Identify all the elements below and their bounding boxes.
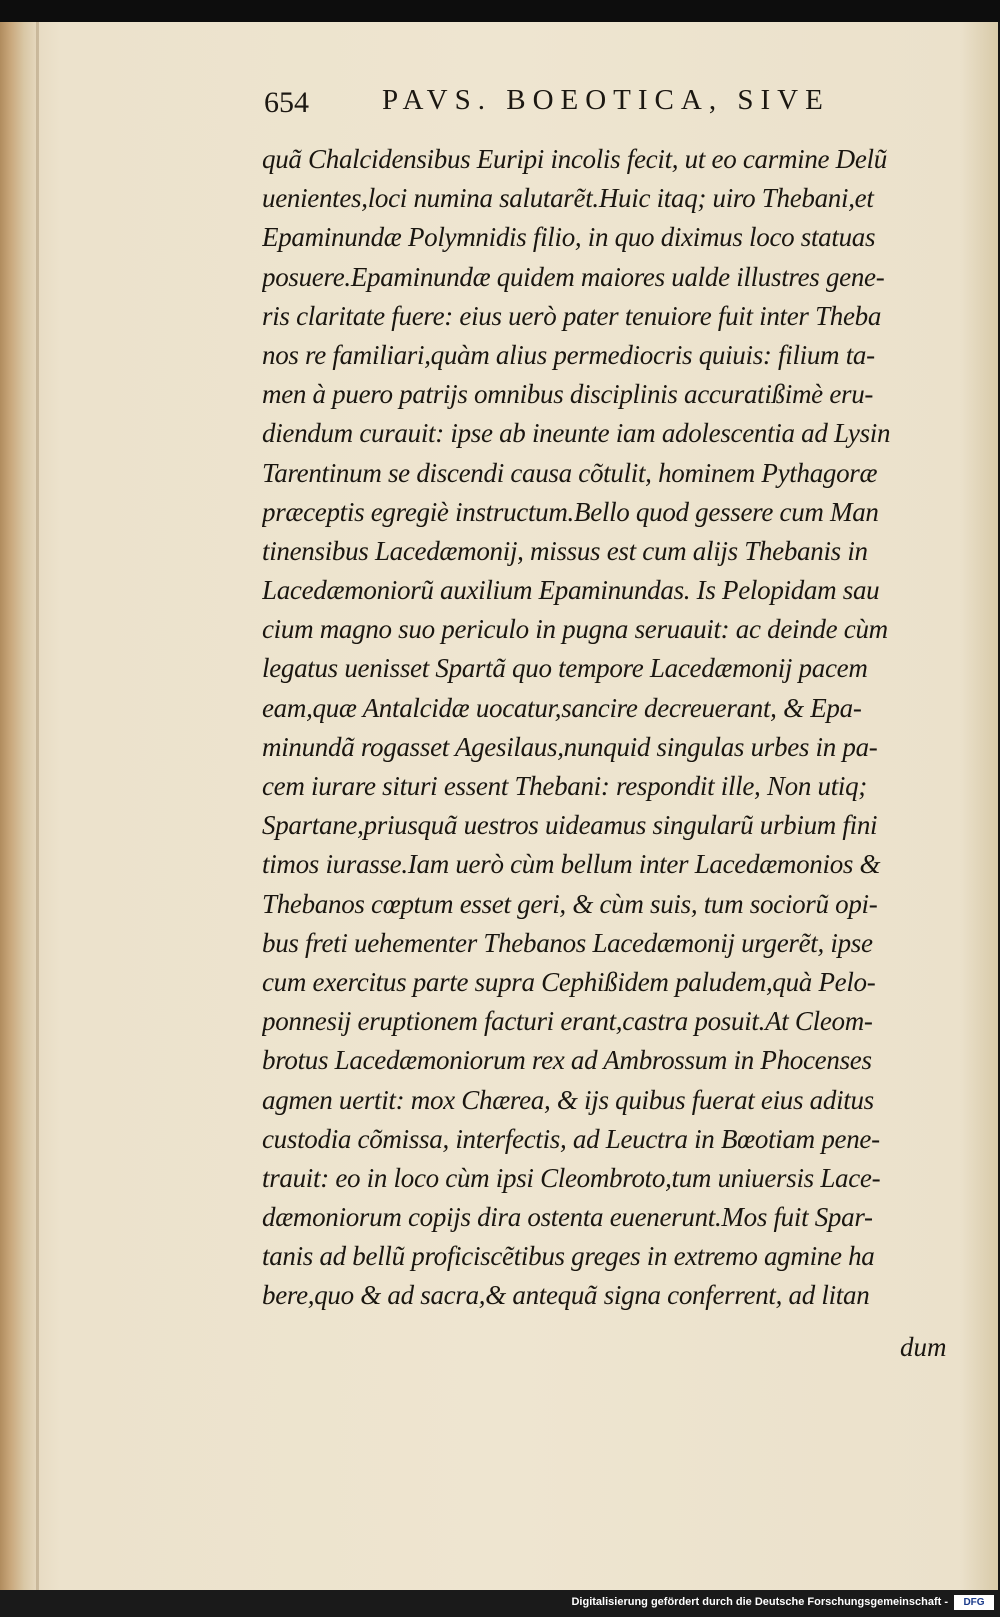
text-line: bere,quo & ad sacra,& antequã signa conferrent, ad litan <box>262 1280 870 1311</box>
text-line: Thebanos cœptum esset geri, & cùm suis, tum sociorũ opi- <box>262 888 878 919</box>
text-line: legatus uenisset Spartã quo tempore Lacedæmonij pacem <box>262 653 868 684</box>
text-line: posuere.Epaminundæ quidem maiores ualde illustres gene- <box>262 261 885 292</box>
top-border <box>0 0 1000 22</box>
text-line: ponnesij eruptionem facturi erant,castra posuit.At Cleom- <box>262 1006 873 1037</box>
text-line: cem iurare situri essent Thebani: respondit ille, Non utiq; <box>262 771 868 801</box>
footer-bar <box>0 1590 1000 1617</box>
text-line: ris claritate fuere: eius uerò pater tenuiore fuit inter Theba <box>262 300 882 331</box>
page-header <box>264 80 904 130</box>
digitization-credit: Digitalisierung gefördert durch die Deutsche Forschungsgemeinschaft - <box>571 1596 948 1608</box>
text-line: Tarentinum se discendi causa cõtulit, hominem Pythagoræ <box>262 457 878 488</box>
text-line: cium magno suo periculo in pugna seruauit: ac deinde cùm <box>262 614 888 645</box>
running-head: PAVS. BOEOTICA, SIVE <box>382 84 830 116</box>
dfg-logo: DFG <box>954 1595 994 1610</box>
text-line: nos re familiari,quàm alius permediocris quiuis: filium ta- <box>262 339 875 370</box>
page-gutter-shadow <box>36 22 39 1590</box>
text-line: uenientes,loci numina salutarẽt.Huic itaq; uiro Thebani,et <box>262 183 874 214</box>
text-line: trauit: eo in loco cùm ipsi Cleombroto,tum uniuersis Lace- <box>262 1162 881 1193</box>
text-line: dæmoniorum copijs dira ostenta euenerunt.Mos fuit Spar- <box>262 1202 873 1233</box>
text-line: diendum curauit: ipse ab ineunte iam adolescentia ad Lysin <box>262 418 891 449</box>
body-text <box>262 140 962 1316</box>
text-line: bus freti uehementer Thebanos Lacedæmonij urgerẽt, ipse <box>262 927 873 958</box>
text-line: tinensibus Lacedæmonij, missus est cum alijs Thebanis in <box>262 535 868 566</box>
text-line: eam,quæ Antalcidæ uocatur,sancire decreuerant, & Epa- <box>262 692 862 723</box>
text-line: Spartane,priusquã uestros uideamus singularũ urbium fini <box>262 810 878 841</box>
text-line: tanis ad bellũ proficiscẽtibus greges in extremo agmine ha <box>262 1241 875 1272</box>
text-line: agmen uertit: mox Chærea, & ijs quibus fuerat eius aditus <box>262 1084 874 1115</box>
text-line: quã Chalcidensibus Euripi incolis fecit, ut eo carmine Delũ <box>262 144 887 174</box>
text-line: custodia cõmissa, interfectis, ad Leuctra in Bœotiam pene- <box>262 1123 880 1154</box>
text-line: men à puero patrijs omnibus disciplinis accuratißimè eru- <box>262 379 874 410</box>
text-line: minundã rogasset Agesilaus,nunquid singulas urbes in pa- <box>262 731 878 762</box>
text-line: Epaminundæ Polymnidis filio, in quo diximus loco statuas <box>262 222 876 253</box>
text-line: brotus Lacedæmoniorum rex ad Ambrossum in Phocenses <box>262 1045 872 1076</box>
catchword: dum <box>900 1332 947 1362</box>
text-line: timos iurasse.Iam uerò cùm bellum inter Lacedæmonios & <box>262 849 881 880</box>
text-line: cum exercitus parte supra Cephißidem paludem,quà Pelo- <box>262 966 876 997</box>
text-line: Lacedæmoniorũ auxilium Epaminundas. Is Pelopidam sau <box>262 575 880 606</box>
page-number: 654 <box>264 86 309 119</box>
text-line: præceptis egregiè instructum.Bello quod gessere cum Man <box>262 496 879 527</box>
